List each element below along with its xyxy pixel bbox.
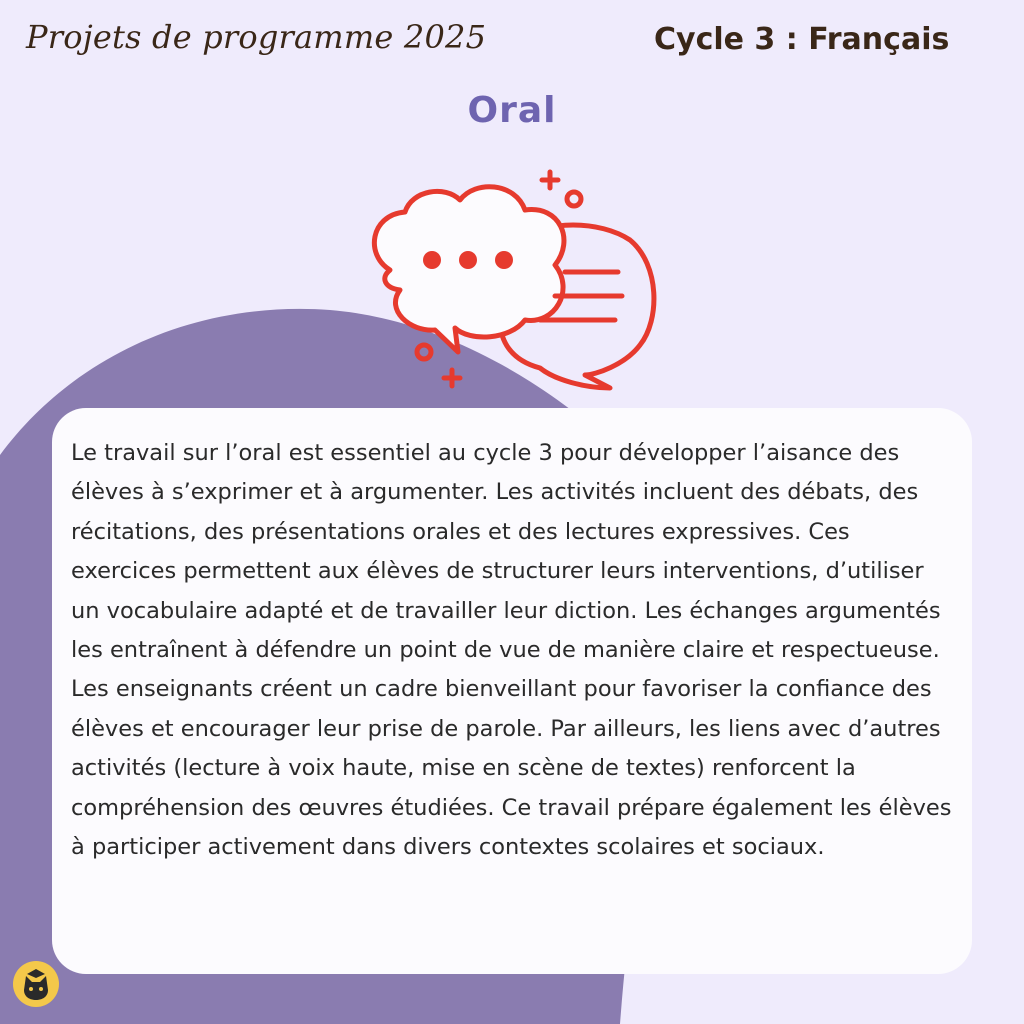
program-title: Projets de programme 2025: [26, 18, 487, 56]
content-card: [52, 408, 972, 974]
card-body-text: Le travail sur l’oral est essentiel au cycle 3 pour développer l’aisance des élèves à s’exprimer et à argumenter. Les activités incluent des débats, des récitations, des présentations orales et des lectures expressives. Ces exercices permettent aux élèves de structurer leurs interventions, d’utiliser un vocabulaire adapté et de travailler leur diction. Les échanges argumentés les entraînent à défendre un point de vue de manière claire et respectueuse. Les enseignants créent un cadre bienveillant pour favoriser la confiance des élèves et encourager leur prise de parole. Par ailleurs, les liens avec d’autres activités (lecture à voix haute, mise en scène de textes) renforcent la compréhension des œuvres étudiées. Ce travail prépare également les élèves à participer activement dans divers contextes scolaires et sociaux.: [71, 440, 952, 861]
section-title: Oral: [467, 90, 557, 131]
speech-bubbles-icon: [360, 160, 670, 400]
cat-logo-icon: [12, 960, 60, 1008]
cycle-subject-title: Cycle 3 : Français: [654, 22, 950, 57]
